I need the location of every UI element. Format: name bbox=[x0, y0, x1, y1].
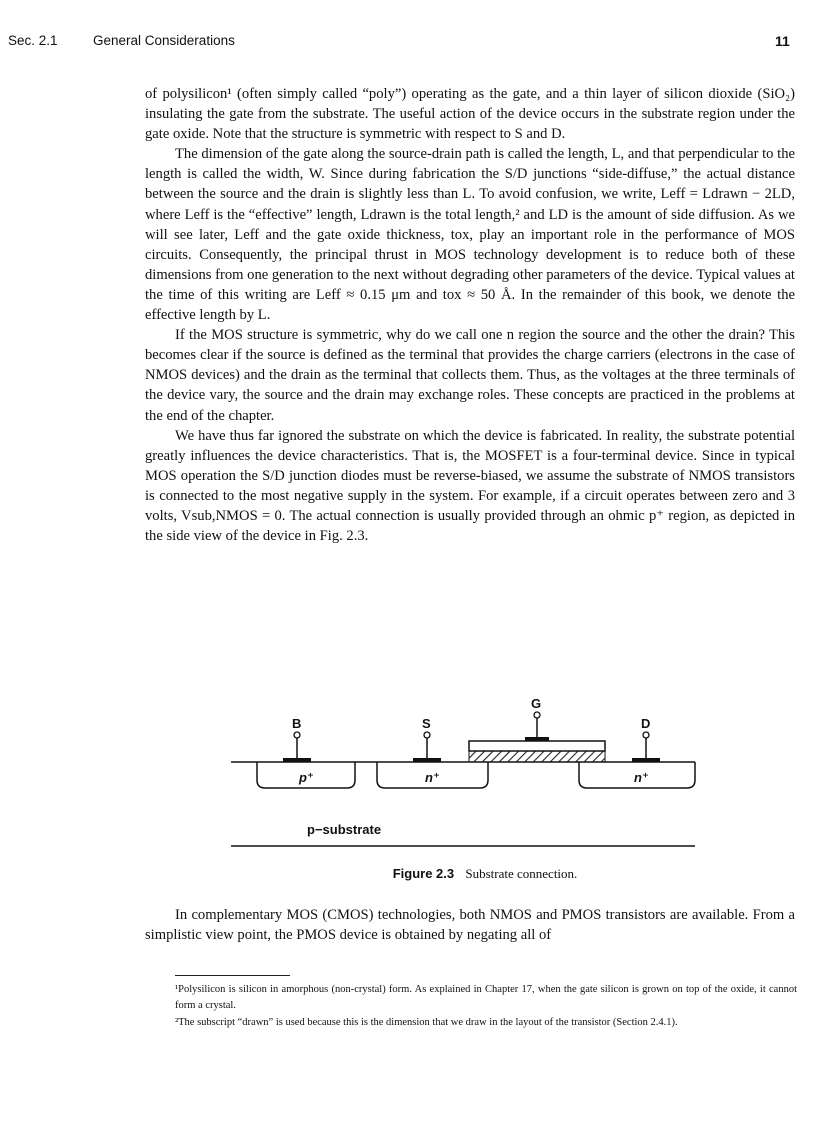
paragraph-3: If the MOS structure is symmetric, why do we call one n region the source and the other the drain? This becomes clear if the source is defined as the terminal that provides the charge carriers (electrons in the case of NMOS devices) and the drain as the terminal that collects them. Thus, as the voltages at the three terminals of the device vary, the source and the drain may exchange roles. These concepts are practiced in the problems at the end of the chapter. bbox=[145, 327, 795, 424]
label-p-substrate: p−substrate bbox=[307, 822, 382, 837]
label-p-plus: p⁺ bbox=[299, 770, 314, 785]
figure-caption bbox=[145, 866, 816, 882]
body-terminal bbox=[294, 732, 300, 738]
running-title: General Considerations bbox=[93, 33, 235, 48]
body-text bbox=[145, 84, 795, 546]
label-g: G bbox=[531, 696, 542, 711]
paragraph-5: In complementary MOS (CMOS) technologies, both NMOS and PMOS transistors are available. From a simplistic view point, the PMOS device is obtained by negating all of bbox=[145, 907, 795, 944]
label-s: S bbox=[422, 716, 431, 731]
label-source-n-plus: n⁺ bbox=[425, 770, 440, 785]
drain-terminal bbox=[643, 732, 649, 738]
poly-gate bbox=[469, 741, 605, 751]
source-terminal bbox=[424, 732, 430, 738]
page-number: 11 bbox=[775, 33, 790, 49]
body-text-continued bbox=[145, 905, 795, 945]
figure-caption-text: Substrate connection. bbox=[465, 866, 578, 881]
footnotes bbox=[175, 982, 797, 1033]
paragraph-4: We have thus far ignored the substrate on which the device is fabricated. In reality, the substrate potential greatly influences the device characteristics. That is, the MOSFET is a four-terminal device. Since in typical MOS operation the S/D junction diodes must be reverse-biased, we assume the substrate of NMOS transistors is connected to the most negative supply in the system. For example, if a circuit operates between zero and 3 volts, Vsub,NMOS = 0. The actual connection is usually provided through an ohmic p⁺ region, as depicted in the side view of the device in Fig. 2.3. bbox=[145, 427, 795, 545]
label-drain-n-plus: n⁺ bbox=[634, 770, 649, 785]
substrate-connection-figure bbox=[227, 694, 707, 854]
gate-terminal bbox=[534, 712, 540, 718]
paragraph-2: The dimension of the gate along the source-drain path is called the length, L, and that perpendicular to the length is called the width, W. Since during fabrication the S/D junctions “side-diffuse,” the actual distance between the source and the drain is slightly less than L. To avoid confusion, we write, Leff = Ldrawn − 2LD, where Leff is the “effective” length, Ldrawn is the total length,² and LD is the amount of side diffusion. As we will see later, Leff and the gate oxide thickness, tox, play an important role in the performance of MOS circuits. Consequently, the principal thrust in MOS technology development is to reduce both of these dimensions from one generation to the next without degrading other parameters of the device. Typical values at the time of this writing are Leff ≈ 0.15 μm and tox ≈ 50 Å. In the remainder of this book, we denote the effective length by L. bbox=[145, 146, 795, 324]
label-b: B bbox=[292, 716, 302, 731]
footnote-1: ¹Polysilicon is silicon in amorphous (non-crystal) form. As explained in Chapter 17, when the gate silicon is grown on top of the oxide, it cannot form a crystal. bbox=[175, 984, 797, 1011]
gate-oxide bbox=[469, 751, 605, 762]
figure-number: Figure 2.3 bbox=[392, 866, 455, 881]
footnote-2: ²The subscript “drawn” is used because this is the dimension that we draw in the layout of the transistor (Section 2.4.1). bbox=[175, 1017, 678, 1028]
footnote-rule bbox=[175, 975, 290, 976]
label-d: D bbox=[641, 716, 651, 731]
section-label: Sec. 2.1 bbox=[8, 33, 58, 48]
paragraph-1: of polysilicon¹ (often simply called “poly”) operating as the gate, and a thin layer of silicon dioxide (SiO₂) insulating the gate from the substrate. The useful action of the device occurs in the substrate region under the gate oxide. Note that the structure is symmetric with respect to S and D. bbox=[145, 86, 795, 143]
